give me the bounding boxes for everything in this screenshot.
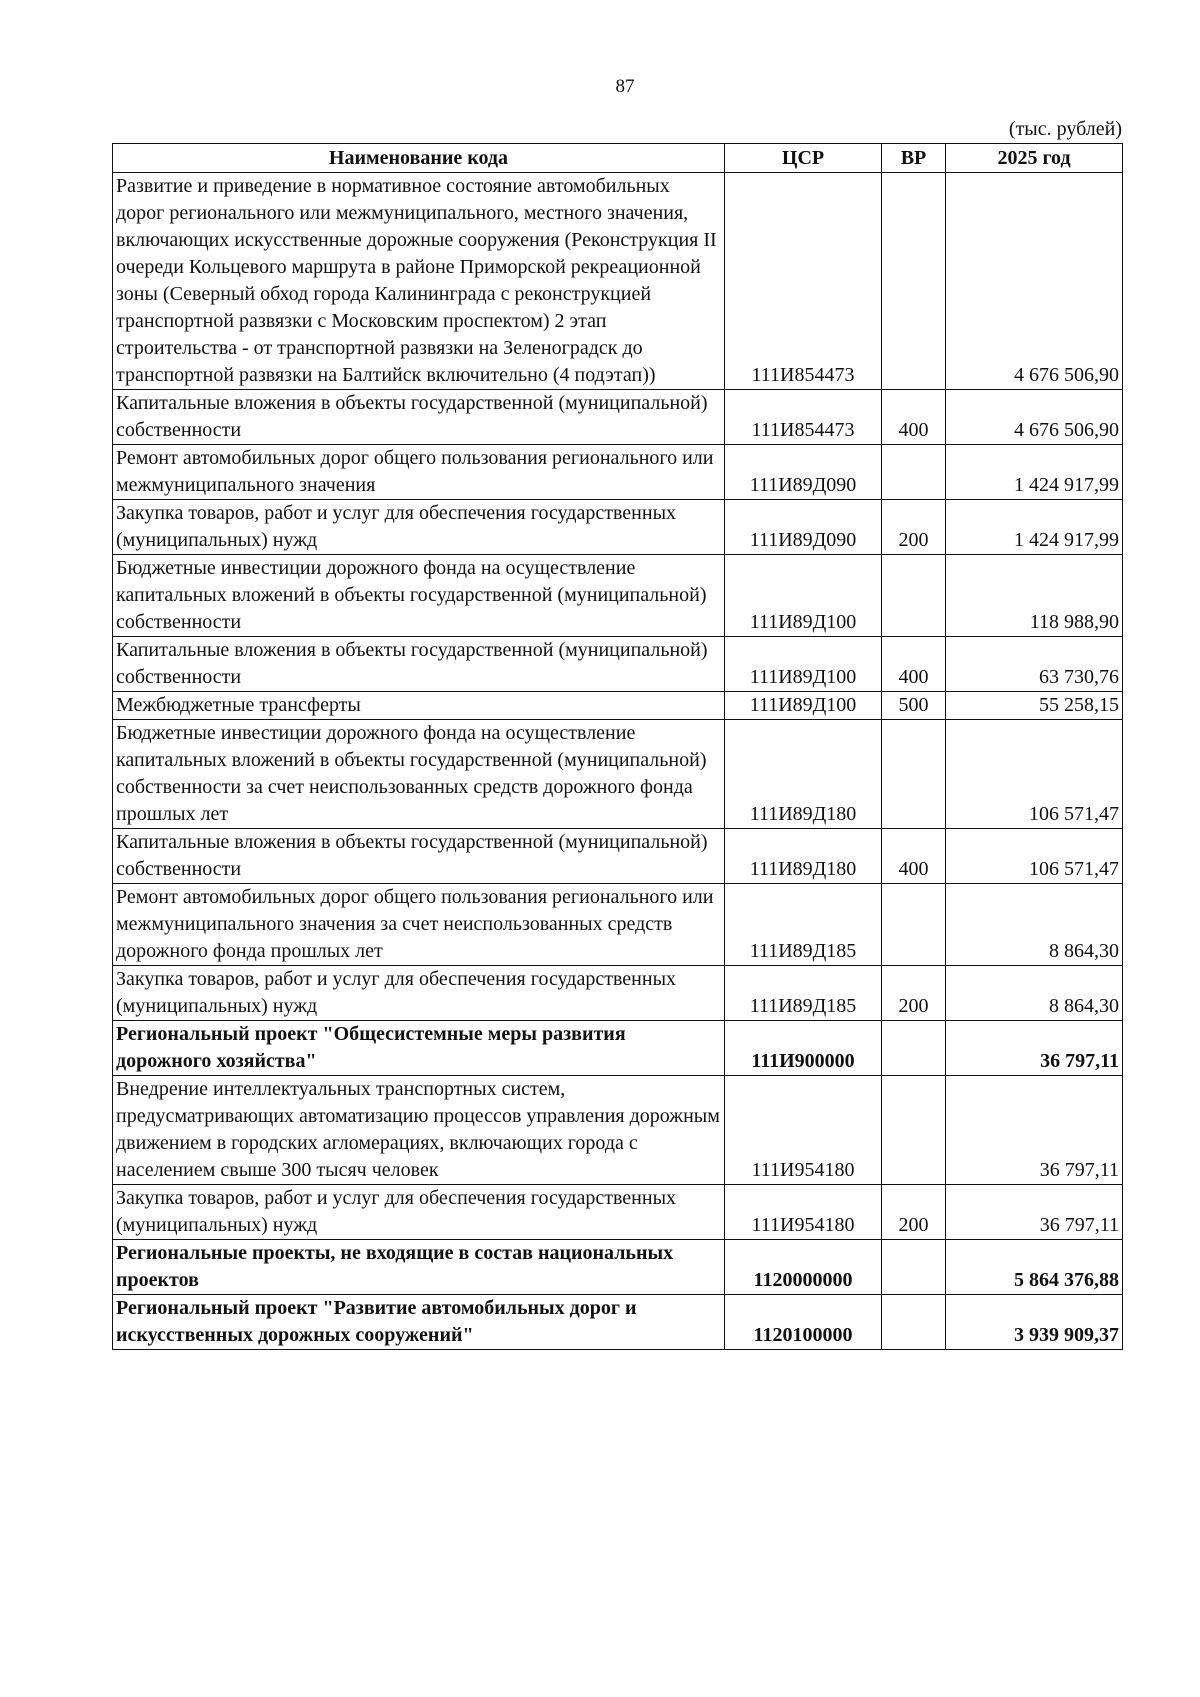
cell-csr: 111И854473 xyxy=(725,390,882,445)
table-row xyxy=(113,1240,1123,1295)
table-row xyxy=(113,1021,1123,1076)
cell-amount: 5 864 376,88 xyxy=(946,1240,1123,1295)
cell-vr: 400 xyxy=(882,829,946,884)
cell-csr: 111И89Д090 xyxy=(725,445,882,500)
cell-name: Закупка товаров, работ и услуг для обеспечения государственных (муниципальных) нужд xyxy=(113,500,725,555)
table-row xyxy=(113,966,1123,1021)
cell-name: Ремонт автомобильных дорог общего пользования регионального или межмуниципального значения за счет неиспользованных средств дорожного фонда прошлых лет xyxy=(113,884,725,966)
cell-name: Капитальные вложения в объекты государственной (муниципальной) собственности xyxy=(113,637,725,692)
table-row xyxy=(113,884,1123,966)
cell-name: Межбюджетные трансферты xyxy=(113,692,725,720)
cell-vr xyxy=(882,555,946,637)
cell-vr xyxy=(882,1295,946,1350)
header-row xyxy=(113,144,1123,173)
page-number: 87 xyxy=(615,76,635,97)
cell-vr xyxy=(882,1076,946,1185)
cell-vr: 500 xyxy=(882,692,946,720)
cell-amount: 63 730,76 xyxy=(946,637,1123,692)
header-name: Наименование кода xyxy=(113,144,725,173)
cell-amount: 36 797,11 xyxy=(946,1185,1123,1240)
header-vr: ВР xyxy=(882,144,946,173)
cell-vr xyxy=(882,173,946,390)
table-body xyxy=(113,173,1123,1350)
cell-amount: 106 571,47 xyxy=(946,720,1123,829)
cell-name: Региональный проект "Общесистемные меры развития дорожного хозяйства" xyxy=(113,1021,725,1076)
table-row xyxy=(113,1076,1123,1185)
cell-vr xyxy=(882,1021,946,1076)
table-row xyxy=(113,720,1123,829)
cell-vr: 200 xyxy=(882,500,946,555)
budget-table xyxy=(112,143,1123,1350)
cell-name: Бюджетные инвестиции дорожного фонда на осуществление капитальных вложений в объекты государственной (муниципальной) собственности xyxy=(113,555,725,637)
cell-amount: 55 258,15 xyxy=(946,692,1123,720)
table-row xyxy=(113,829,1123,884)
cell-csr: 111И900000 xyxy=(725,1021,882,1076)
cell-csr: 111И89Д180 xyxy=(725,829,882,884)
header-amount: 2025 год xyxy=(946,144,1123,173)
cell-name: Внедрение интеллектуальных транспортных систем, предусматривающих автоматизацию процессов управления дорожным движением в городских агломерациях, включающих города с населением свыше 300 тысяч человек xyxy=(113,1076,725,1185)
table-row xyxy=(113,1185,1123,1240)
table-row xyxy=(113,637,1123,692)
cell-csr: 111И89Д100 xyxy=(725,555,882,637)
cell-amount: 36 797,11 xyxy=(946,1076,1123,1185)
cell-csr: 111И854473 xyxy=(725,173,882,390)
cell-vr: 200 xyxy=(882,1185,946,1240)
cell-amount: 8 864,30 xyxy=(946,966,1123,1021)
table-row xyxy=(113,500,1123,555)
table-row xyxy=(113,173,1123,390)
cell-vr: 200 xyxy=(882,966,946,1021)
table-row xyxy=(113,445,1123,500)
cell-vr xyxy=(882,720,946,829)
cell-csr: 111И89Д180 xyxy=(725,720,882,829)
cell-amount: 8 864,30 xyxy=(946,884,1123,966)
cell-amount: 4 676 506,90 xyxy=(946,390,1123,445)
cell-vr: 400 xyxy=(882,637,946,692)
cell-vr xyxy=(882,445,946,500)
cell-amount: 4 676 506,90 xyxy=(946,173,1123,390)
cell-amount: 36 797,11 xyxy=(946,1021,1123,1076)
cell-name: Бюджетные инвестиции дорожного фонда на осуществление капитальных вложений в объекты государственной (муниципальной) собственности за счет неиспользованных средств дорожного фонда прошлых лет xyxy=(113,720,725,829)
cell-vr: 400 xyxy=(882,390,946,445)
cell-amount: 1 424 917,99 xyxy=(946,500,1123,555)
table-row xyxy=(113,692,1123,720)
cell-name: Закупка товаров, работ и услуг для обеспечения государственных (муниципальных) нужд xyxy=(113,1185,725,1240)
cell-csr: 111И89Д100 xyxy=(725,692,882,720)
cell-amount: 3 939 909,37 xyxy=(946,1295,1123,1350)
cell-name: Региональный проект "Развитие автомобильных дорог и искусственных дорожных сооружений" xyxy=(113,1295,725,1350)
table-row xyxy=(113,555,1123,637)
cell-amount: 118 988,90 xyxy=(946,555,1123,637)
cell-name: Капитальные вложения в объекты государственной (муниципальной) собственности xyxy=(113,829,725,884)
cell-name: Региональные проекты, не входящие в состав национальных проектов xyxy=(113,1240,725,1295)
cell-name: Развитие и приведение в нормативное состояние автомобильных дорог регионального или межмуниципального, местного значения, включающих искусственные дорожные сооружения (Реконструкция II очереди Кольцевого маршрута в районе Приморской рекреационной зоны (Северный обход города Калининграда с реконструкцией транспортной развязки с Московским проспектом) 2 этап строительства - от транспортной развязки на Зеленоградск до транспортной развязки на Балтийск включительно (4 подэтап)) xyxy=(113,173,725,390)
cell-csr: 111И89Д185 xyxy=(725,884,882,966)
cell-csr: 111И89Д185 xyxy=(725,966,882,1021)
table-row xyxy=(113,1295,1123,1350)
cell-name: Ремонт автомобильных дорог общего пользования регионального или межмуниципального значения xyxy=(113,445,725,500)
table-header xyxy=(113,144,1123,173)
cell-vr xyxy=(882,1240,946,1295)
units-label: (тыс. рублей) xyxy=(1008,118,1122,140)
cell-vr xyxy=(882,884,946,966)
cell-csr: 1120100000 xyxy=(725,1295,882,1350)
cell-csr: 111И954180 xyxy=(725,1185,882,1240)
cell-csr: 111И89Д090 xyxy=(725,500,882,555)
cell-amount: 106 571,47 xyxy=(946,829,1123,884)
table-row xyxy=(113,390,1123,445)
cell-amount: 1 424 917,99 xyxy=(946,445,1123,500)
cell-csr: 1120000000 xyxy=(725,1240,882,1295)
cell-csr: 111И89Д100 xyxy=(725,637,882,692)
cell-csr: 111И954180 xyxy=(725,1076,882,1185)
cell-name: Закупка товаров, работ и услуг для обеспечения государственных (муниципальных) нужд xyxy=(113,966,725,1021)
cell-name: Капитальные вложения в объекты государственной (муниципальной) собственности xyxy=(113,390,725,445)
header-csr: ЦСР xyxy=(725,144,882,173)
